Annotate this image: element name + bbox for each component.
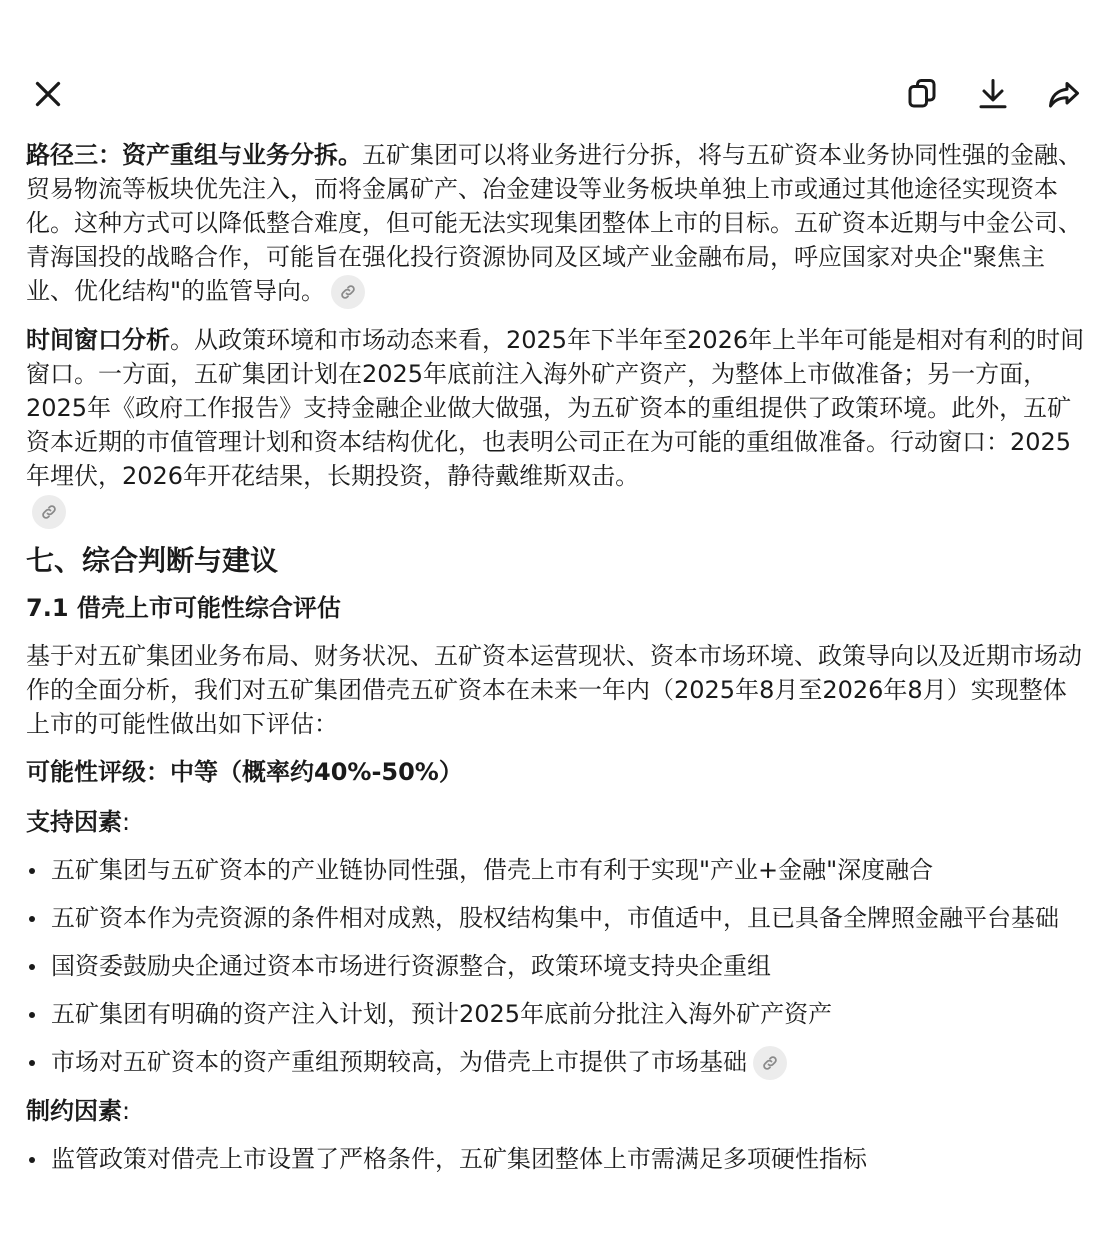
list-item: 五矿资本作为壳资源的条件相对成熟，股权结构集中，市值适中，且已具备全牌照金融平台基础 [26,901,1086,935]
source-link-button[interactable] [331,275,365,309]
share-button[interactable] [1042,72,1086,116]
list-item-text: 市场对五矿资本的资产重组预期较高，为借壳上市提供了市场基础 [51,1048,747,1076]
colon: : [122,1097,131,1125]
link-icon [40,503,58,521]
constraint-factors-title: 制约因素 [26,1097,122,1125]
paragraph-lead: 路径三：资产重组与业务分拆。 [26,141,362,169]
copy-icon [904,76,940,112]
support-factors-label [26,805,1086,839]
list-item [26,1045,1086,1080]
close-button[interactable] [26,72,70,116]
subsection-heading: 7.1 借壳上市可能性综合评估 [26,594,341,622]
list-item: 国资委鼓励央企通过资本市场进行资源整合，政策环境支持央企重组 [26,949,1086,983]
list-item: 五矿集团有明确的资产注入计划，预计2025年底前分批注入海外矿产资产 [26,997,1086,1031]
list-item: 五矿集团与五矿资本的产业链协同性强，借壳上市有利于实现"产业+金融"深度融合 [26,853,1086,887]
list-item: 监管政策对借壳上市设置了严格条件，五矿集团整体上市需满足多项硬性指标 [26,1142,1086,1176]
download-icon [975,76,1011,112]
download-button[interactable] [971,72,1015,116]
support-factors-title: 支持因素 [26,808,122,836]
source-link-button[interactable] [753,1046,787,1080]
close-icon [30,76,66,112]
paragraph-text: 。从政策环境和市场动态来看，2025年下半年至2026年上半年可能是相对有利的时间窗口。一方面，五矿集团计划在2025年底前注入海外矿产资产，为整体上市做准备；另一方面，2025年《政府工作报告》支持金融企业做大做强，为五矿资本的重组提供了政策环境。此外，五矿资本近期的市值管理计划和资本结构优化，也表明公司正在为可能的重组做准备。行动窗口：2025年埋伏，2026年开花结果，长期投资，静待戴维斯双击。 [26,326,1085,490]
source-link-button[interactable] [32,495,66,529]
share-icon [1046,76,1082,112]
section-heading: 七、综合判断与建议 [26,544,279,577]
link-icon [761,1054,779,1072]
top-toolbar [0,0,1112,130]
paragraph-text: 五矿集团可以将业务进行分拆，将与五矿资本业务协同性强的金融、贸易物流等板块优先注入，而将金属矿产、冶金建设等业务板块单独上市或通过其他途径实现资本化。这种方式可以降低整合难度，但可能无法实现集团整体上市的目标。五矿资本近期与中金公司、青海国投的战略合作，可能旨在强化投行资源协同及区域产业金融布局，呼应国家对央企"聚焦主业、优化结构"的监管导向。 [26,141,1082,305]
intro-paragraph: 基于对五矿集团业务布局、财务状况、五矿资本运营现状、资本市场环境、政策导向以及近期市场动作的全面分析，我们对五矿集团借壳五矿资本在未来一年内（2025年8月至2026年8月）实现整体上市的可能性做出如下评估： [26,642,1082,738]
copy-button[interactable] [900,72,944,116]
paragraph-time-window [26,323,1086,493]
support-factors-list [26,853,1086,1080]
paragraph-path-three [26,138,1086,309]
likelihood-rating: 可能性评级：中等（概率约40%-50%） [26,758,463,786]
article-content [26,138,1086,1190]
constraint-factors-label [26,1094,1086,1128]
colon: : [122,808,131,836]
link-icon [339,283,357,301]
paragraph-lead: 时间窗口分析 [26,326,170,354]
constraint-factors-list [26,1142,1086,1176]
